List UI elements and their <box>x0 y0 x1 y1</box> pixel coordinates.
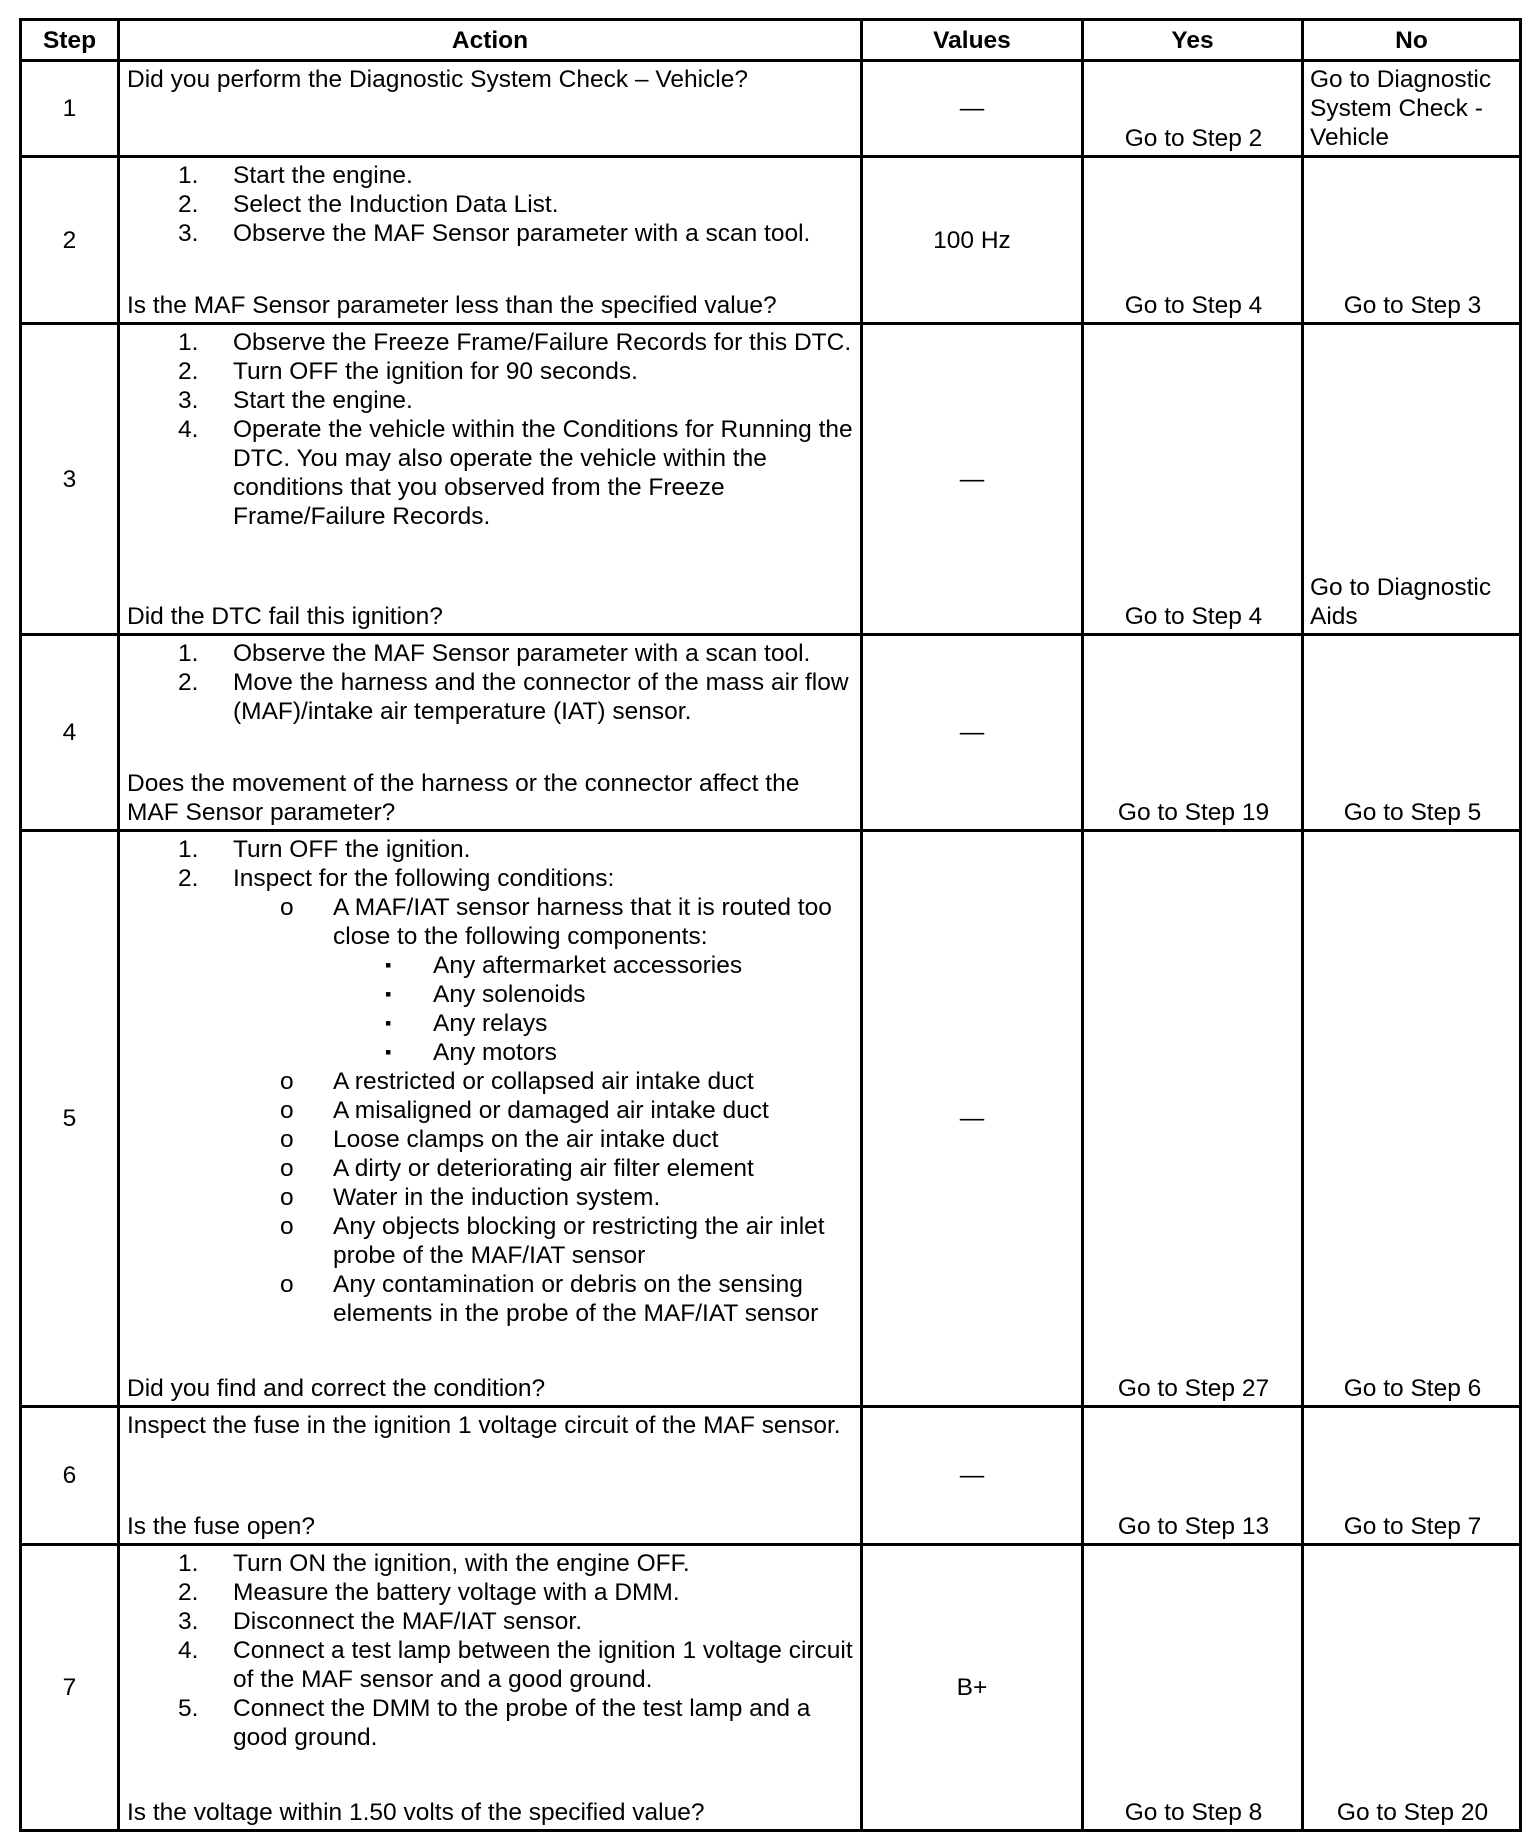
list-item: 1. Turn OFF the ignition. <box>178 836 471 863</box>
action-question: Is the voltage within 1.50 volts of the specified value? <box>127 1799 705 1826</box>
no-result: Go to Step 5 <box>1343 799 1482 826</box>
values-cell: — <box>862 61 1083 157</box>
sub-list-item: o A misaligned or damaged air intake duct <box>280 1097 769 1124</box>
values-cell: — <box>862 1407 1083 1545</box>
values-cell: B+ <box>862 1545 1083 1831</box>
yes-result: Go to Step 19 <box>1117 799 1270 826</box>
no-result: Go to Step 3 <box>1343 292 1482 319</box>
step-number: 4 <box>21 635 119 831</box>
action-cell <box>119 1545 862 1831</box>
no-result: Go to Step 7 <box>1343 1513 1482 1540</box>
no-cell <box>1303 157 1521 324</box>
no-result: Go to Step 20 <box>1336 1799 1489 1826</box>
values-cell: 100 Hz <box>862 157 1083 324</box>
circle-bullet-icon: o <box>280 894 294 921</box>
circle-bullet-icon: o <box>280 1271 294 1298</box>
list-item: 1. Observe the MAF Sensor parameter with a scan tool. <box>178 640 811 667</box>
header-row <box>21 20 1521 61</box>
no-cell <box>1303 635 1521 831</box>
list-item: 1. Start the engine. <box>178 162 413 189</box>
diagnostic-table <box>19 18 1522 1832</box>
circle-bullet-icon: o <box>280 1213 294 1240</box>
yes-result: Go to Step 2 <box>1124 125 1263 152</box>
circle-bullet-icon: o <box>280 1184 294 1211</box>
sub-list-item: o Loose clamps on the air intake duct <box>280 1126 719 1153</box>
no-cell <box>1303 61 1521 157</box>
list-item: 2. Inspect for the following conditions: <box>178 865 615 892</box>
step-number: 3 <box>21 324 119 635</box>
header-step: Step <box>21 20 119 61</box>
action-question: Is the fuse open? <box>127 1513 315 1540</box>
no-result: Go to Diagnostic System Check - Vehicle <box>1310 66 1492 151</box>
action-cell <box>119 324 862 635</box>
no-result: Go to Step 6 <box>1343 1375 1482 1402</box>
sub-list-item: o A MAF/IAT sensor harness that it is routed too close to the following components: <box>280 894 832 950</box>
values-cell: — <box>862 635 1083 831</box>
list-item: 2. Move the harness and the connector of the mass air flow (MAF)/intake air temperature (IAT) sensor. <box>178 669 849 725</box>
action-cell <box>119 1407 862 1545</box>
action-question: Did the DTC fail this ignition? <box>127 603 443 630</box>
table-row <box>21 1545 1521 1831</box>
no-cell <box>1303 324 1521 635</box>
yes-result: Go to Step 4 <box>1124 603 1263 630</box>
square-bullet-icon: ▪ <box>385 984 392 1004</box>
sub-list-item: o A restricted or collapsed air intake duct <box>280 1068 754 1095</box>
circle-bullet-icon: o <box>280 1097 294 1124</box>
no-cell <box>1303 1407 1521 1545</box>
action-cell <box>119 831 862 1407</box>
sub-list-item: o Any contamination or debris on the sensing elements in the probe of the MAF/IAT sensor <box>280 1271 819 1327</box>
list-item: 2. Turn OFF the ignition for 90 seconds. <box>178 358 638 385</box>
table-row <box>21 831 1521 1407</box>
yes-cell <box>1083 831 1303 1407</box>
header-yes: Yes <box>1083 20 1303 61</box>
list-item: 5. Connect the DMM to the probe of the test lamp and a good ground. <box>178 1695 811 1751</box>
header-no: No <box>1303 20 1521 61</box>
action-question: Did you find and correct the condition? <box>127 1375 546 1402</box>
values-cell: — <box>862 831 1083 1407</box>
list-item: 3. Disconnect the MAF/IAT sensor. <box>178 1608 583 1635</box>
list-item: 4. Operate the vehicle within the Conditions for Running the DTC. You may also operate the vehicle within the conditions that you observed from the Freeze Frame/Failure Records. <box>178 416 853 530</box>
table-row <box>21 324 1521 635</box>
list-item: 1. Observe the Freeze Frame/Failure Records for this DTC. <box>178 329 852 356</box>
yes-cell <box>1083 1407 1303 1545</box>
step-number: 7 <box>21 1545 119 1831</box>
square-bullet-icon: ▪ <box>385 1013 392 1033</box>
sub-list-item: o Water in the induction system. <box>280 1184 661 1211</box>
sub-sub-list-item: ▪ Any relays <box>385 1010 548 1037</box>
action-cell <box>119 635 862 831</box>
action-text: Inspect the fuse in the ignition 1 voltage circuit of the MAF sensor. <box>127 1412 841 1439</box>
sub-list-item: o Any objects blocking or restricting the air inlet probe of the MAF/IAT sensor <box>280 1213 825 1269</box>
yes-cell <box>1083 1545 1303 1831</box>
circle-bullet-icon: o <box>280 1155 294 1182</box>
table-row <box>21 635 1521 831</box>
sub-sub-list-item: ▪ Any solenoids <box>385 981 586 1008</box>
list-item: 3. Observe the MAF Sensor parameter with a scan tool. <box>178 220 811 247</box>
list-item: 1. Turn ON the ignition, with the engine OFF. <box>178 1550 690 1577</box>
yes-cell <box>1083 157 1303 324</box>
sub-sub-list-item: ▪ Any motors <box>385 1039 557 1066</box>
step-number: 2 <box>21 157 119 324</box>
action-cell <box>119 61 862 157</box>
no-cell <box>1303 1545 1521 1831</box>
list-item: 2. Measure the battery voltage with a DMM. <box>178 1579 680 1606</box>
list-item: 3. Start the engine. <box>178 387 413 414</box>
table-row <box>21 61 1521 157</box>
table-row <box>21 157 1521 324</box>
sub-list-item: o A dirty or deteriorating air filter element <box>280 1155 754 1182</box>
step-number: 1 <box>21 61 119 157</box>
no-cell <box>1303 831 1521 1407</box>
step-number: 6 <box>21 1407 119 1545</box>
action-question: Does the movement of the harness or the connector affect the MAF Sensor parameter? <box>127 770 800 826</box>
list-item: 2. Select the Induction Data List. <box>178 191 559 218</box>
header-values: Values <box>862 20 1083 61</box>
yes-cell <box>1083 635 1303 831</box>
action-cell <box>119 157 862 324</box>
list-item: 4. Connect a test lamp between the ignition 1 voltage circuit of the MAF sensor and a good ground. <box>178 1637 853 1693</box>
header-action: Action <box>119 20 862 61</box>
square-bullet-icon: ▪ <box>385 1042 392 1062</box>
sub-sub-list-item: ▪ Any aftermarket accessories <box>385 952 743 979</box>
table-row <box>21 1407 1521 1545</box>
action-question: Is the MAF Sensor parameter less than the specified value? <box>127 292 777 319</box>
yes-cell <box>1083 61 1303 157</box>
no-result: Go to Diagnostic Aids <box>1310 574 1492 630</box>
square-bullet-icon: ▪ <box>385 955 392 975</box>
values-cell: — <box>862 324 1083 635</box>
yes-cell <box>1083 324 1303 635</box>
circle-bullet-icon: o <box>280 1126 294 1153</box>
step-number: 5 <box>21 831 119 1407</box>
yes-result: Go to Step 8 <box>1124 1799 1263 1826</box>
action-text: Did you perform the Diagnostic System Check – Vehicle? <box>127 66 748 93</box>
yes-result: Go to Step 4 <box>1124 292 1263 319</box>
yes-result: Go to Step 13 <box>1117 1513 1270 1540</box>
yes-result: Go to Step 27 <box>1117 1375 1270 1402</box>
circle-bullet-icon: o <box>280 1068 294 1095</box>
